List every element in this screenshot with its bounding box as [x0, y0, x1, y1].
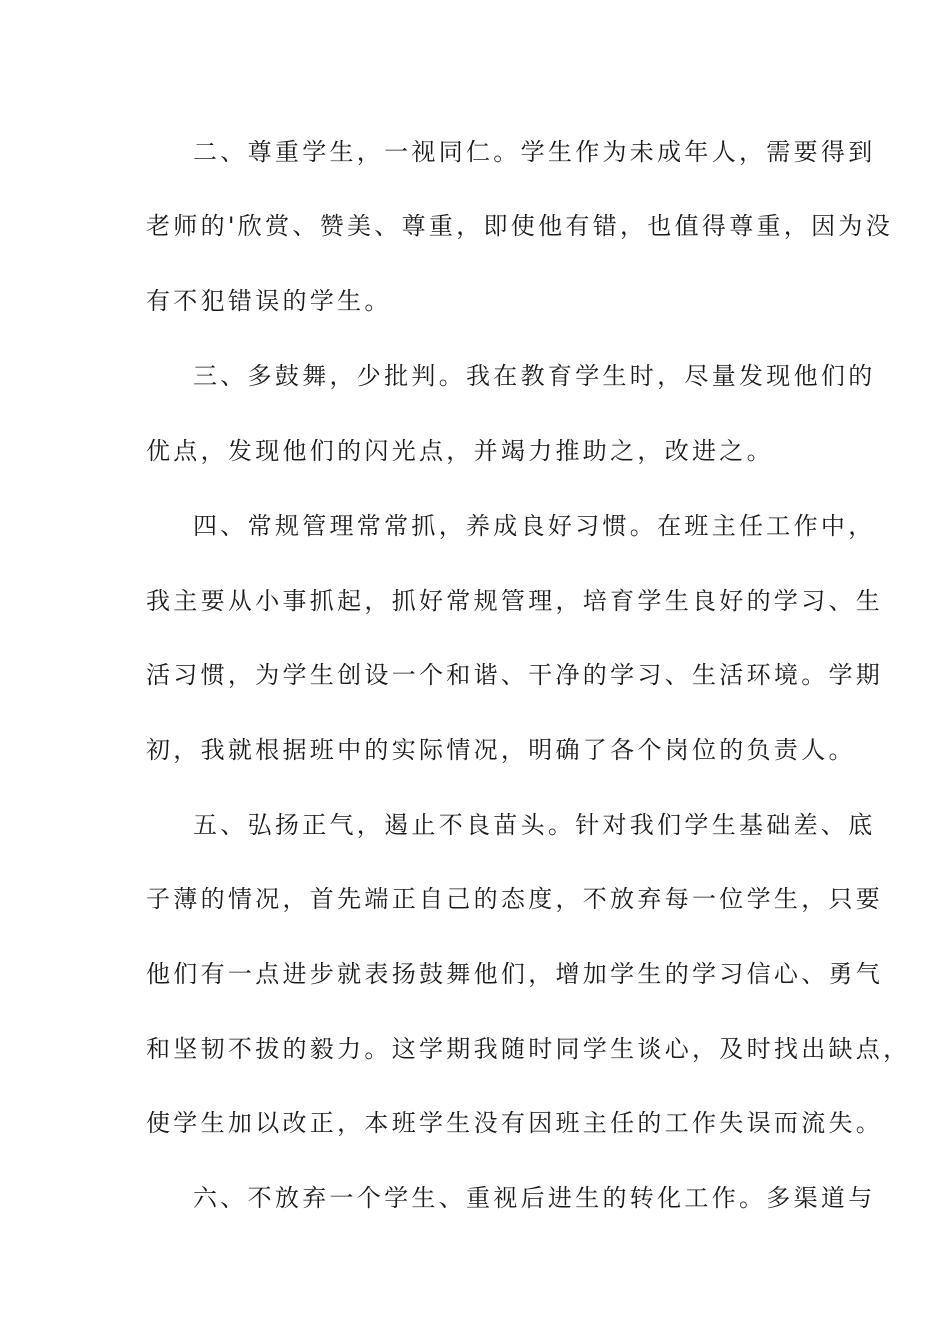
paragraph-4-line-2: 我主要从小事抓起，抓好常规管理，培育学生良好的学习、生 [146, 587, 884, 615]
paragraph-4-line-3: 活习惯，为学生创设一个和谐、干净的学习、生活环境。学期 [146, 661, 884, 689]
paragraph-6-line-1: 六、不放弃一个学生、重视后进生的转化工作。多渠道与 [193, 1184, 876, 1212]
paragraph-2-line-2: 老师的'欣赏、赞美、尊重，即使他有错，也值得尊重，因为没 [146, 212, 893, 240]
paragraph-2-line-1: 二、尊重学生，一视同仁。学生作为未成年人，需要得到 [193, 138, 876, 166]
paragraph-5-line-2: 子薄的情况，首先端正自己的态度，不放弃每一位学生，只要 [146, 885, 884, 913]
paragraph-4-line-4: 初，我就根据班中的实际情况，明确了各个岗位的负责人。 [146, 736, 856, 764]
paragraph-3-line-1: 三、多鼓舞，少批判。我在教育学生时，尽量发现他们的 [193, 362, 876, 390]
paragraph-5-line-3: 他们有一点进步就表扬鼓舞他们，增加学生的学习信心、勇气 [146, 960, 884, 988]
paragraph-5-line-1: 五、弘扬正气，遏止不良苗头。针对我们学生基础差、底 [193, 811, 876, 839]
paragraph-5-line-4: 和坚韧不拔的毅力。这学期我随时同学生谈心，及时找出缺点， [146, 1035, 911, 1063]
paragraph-4-line-1: 四、常规管理常常抓，养成良好习惯。在班主任工作中， [193, 512, 876, 540]
paragraph-2-line-3: 有不犯错误的学生。 [146, 287, 392, 315]
paragraph-5-line-5: 使学生加以改正，本班学生没有因班主任的工作失误而流失。 [146, 1109, 884, 1137]
paragraph-3-line-2: 优点，发现他们的闪光点，并竭力推助之，改进之。 [146, 437, 774, 465]
